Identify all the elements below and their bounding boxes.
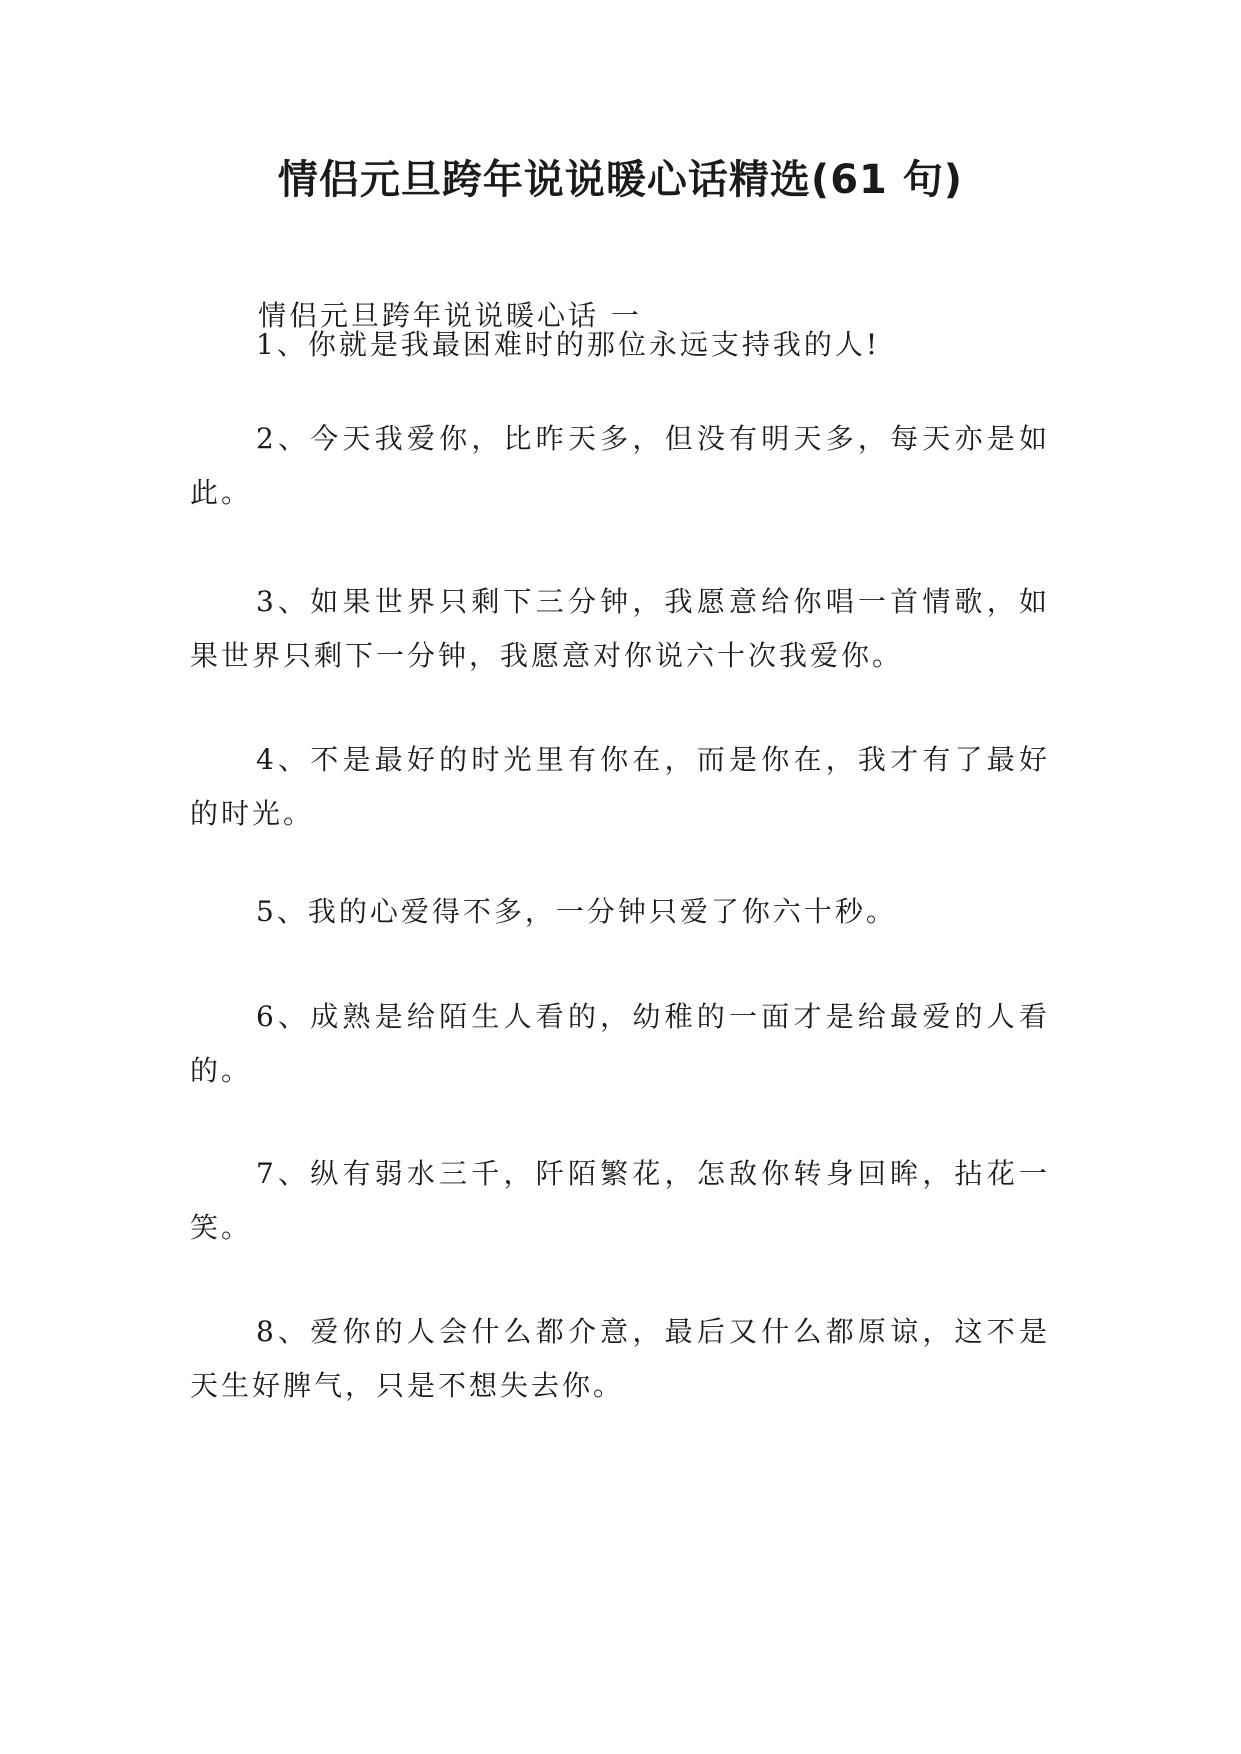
paragraph-5: 5、我的心爱得不多，一分钟只爱了你六十秒。 [256, 895, 897, 928]
document-title: 情侣元旦跨年说说暖心话精选(61 句) [277, 157, 964, 203]
paragraph-6: 6、成熟是给陌生人看的，幼稚的一面才是给最爱的人看的。 [190, 1000, 1050, 1087]
paragraph-4: 4、不是最好的时光里有你在，而是你在，我才有了最好的时光。 [190, 743, 1050, 830]
paragraph-1: 1、你就是我最困难时的那位永远支持我的人! [256, 328, 881, 361]
paragraph-3: 3、如果世界只剩下三分钟，我愿意给你唱一首情歌，如果世界只剩下一分钟，我愿意对你说六十次我爱你。 [190, 585, 1050, 672]
paragraph-2: 2、今天我爱你，比昨天多，但没有明天多，每天亦是如此。 [190, 422, 1050, 509]
section-heading: 情侣元旦跨年说说暖心话 一 [258, 299, 642, 332]
paragraph-8: 8、爱你的人会什么都介意，最后又什么都原谅，这不是天生好脾气，只是不想失去你。 [190, 1315, 1050, 1402]
paragraph-7: 7、纵有弱水三千，阡陌繁花，怎敌你转身回眸，拈花一笑。 [190, 1157, 1050, 1244]
